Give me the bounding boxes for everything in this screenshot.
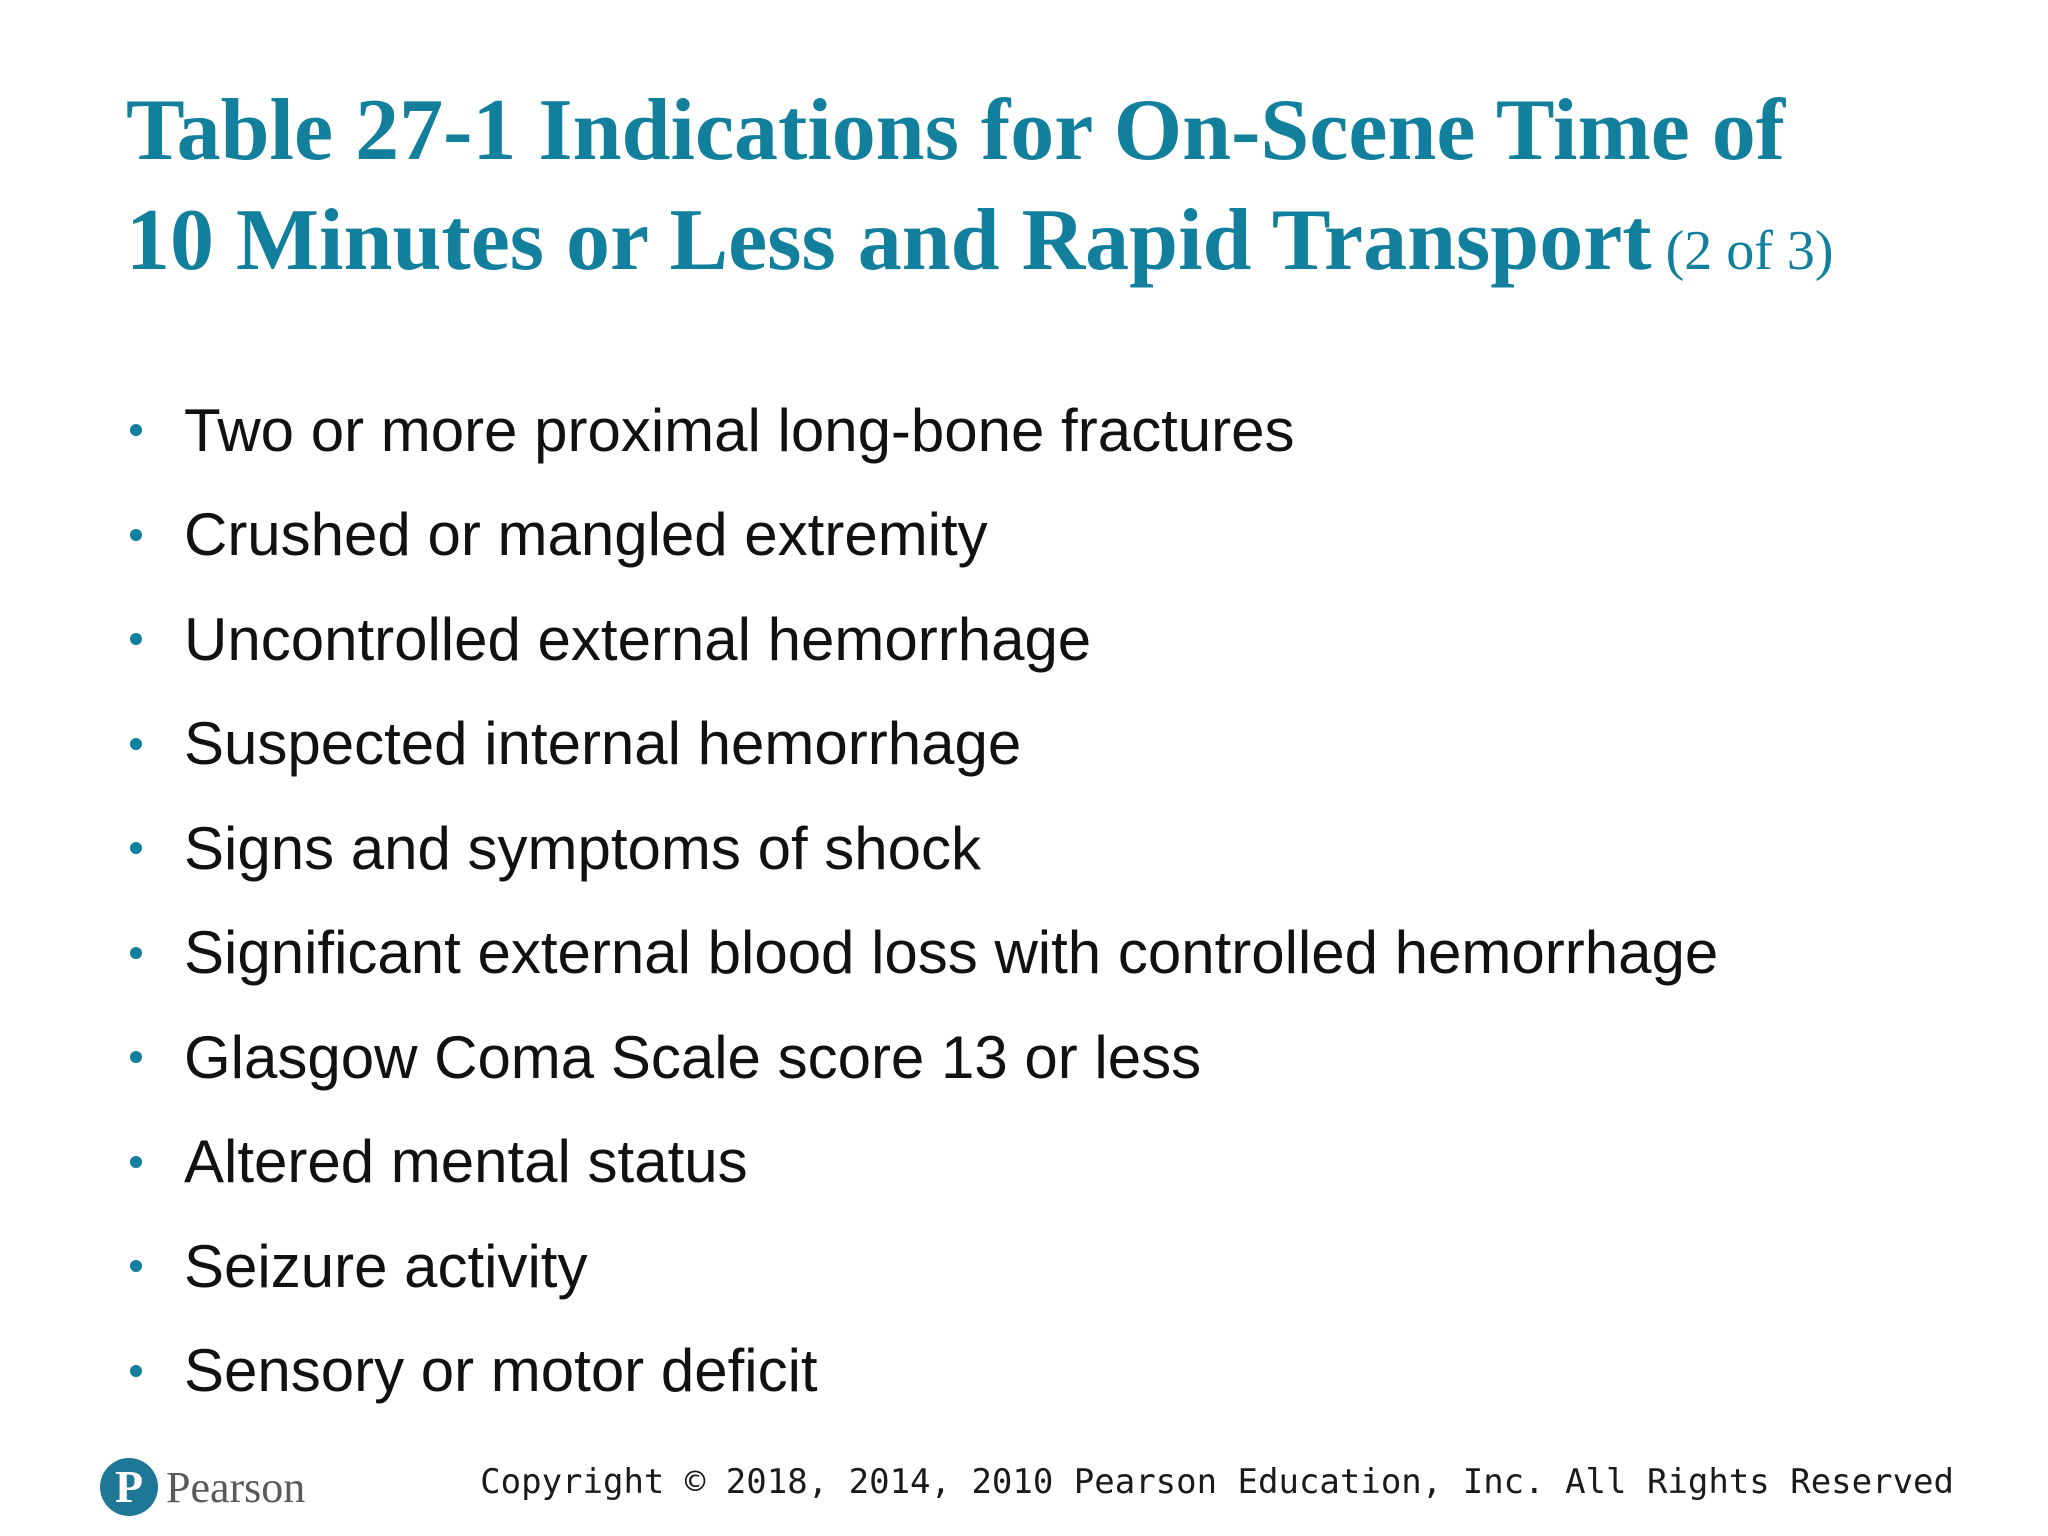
title-line-2-text: 10 Minutes or Less and Rapid Transport [126,192,1652,289]
copyright-notice: Copyright © 2018, 2014, 2010 Pearson Education, Inc. All Rights Reserved [480,1462,1954,1502]
list-item-text: Seizure activity [184,1232,588,1300]
list-item-text: Sensory or motor deficit [184,1337,818,1405]
list-item-text: Significant external blood loss with controlled hemorrhage [184,919,1719,987]
bullet-icon [130,529,142,541]
list-item-text: Crushed or mangled extremity [184,501,988,569]
list-item [126,483,1926,588]
bullet-icon [130,1260,142,1272]
list-item [126,796,1926,901]
pearson-logo-text: Pearson [166,1462,306,1512]
list-item [126,901,1926,1006]
bullet-icon [130,424,142,436]
list-item-text: Glasgow Coma Scale score 13 or less [184,1023,1202,1091]
bullet-icon [130,1365,142,1377]
list-item [126,692,1926,797]
slide-title [126,76,1986,306]
pearson-logo [100,1458,305,1516]
pearson-logo-icon: P [100,1458,158,1516]
list-item-text: Signs and symptoms of shock [184,814,982,882]
list-item [126,1110,1926,1215]
title-line-2 [126,186,1986,306]
bullet-list [126,378,1926,1423]
title-part-indicator: (2 of 3) [1665,220,1834,282]
bullet-icon [130,842,142,854]
list-item-text: Two or more proximal long-bone fractures [184,396,1295,464]
title-line-1: Table 27-1 Indications for On-Scene Time of [126,82,1786,179]
list-item-text: Uncontrolled external hemorrhage [184,605,1092,673]
bullet-icon [130,1051,142,1063]
list-item-text: Altered mental status [184,1128,748,1196]
list-item [126,1214,1926,1319]
bullet-icon [130,1156,142,1168]
bullet-icon [130,947,142,959]
bullet-icon [130,633,142,645]
bullet-icon [130,738,142,750]
list-item [126,378,1926,483]
list-item [126,1005,1926,1110]
slide-footer [0,1440,2048,1530]
list-item-text: Suspected internal hemorrhage [184,710,1022,778]
list-item [126,1319,1926,1424]
list-item [126,587,1926,692]
